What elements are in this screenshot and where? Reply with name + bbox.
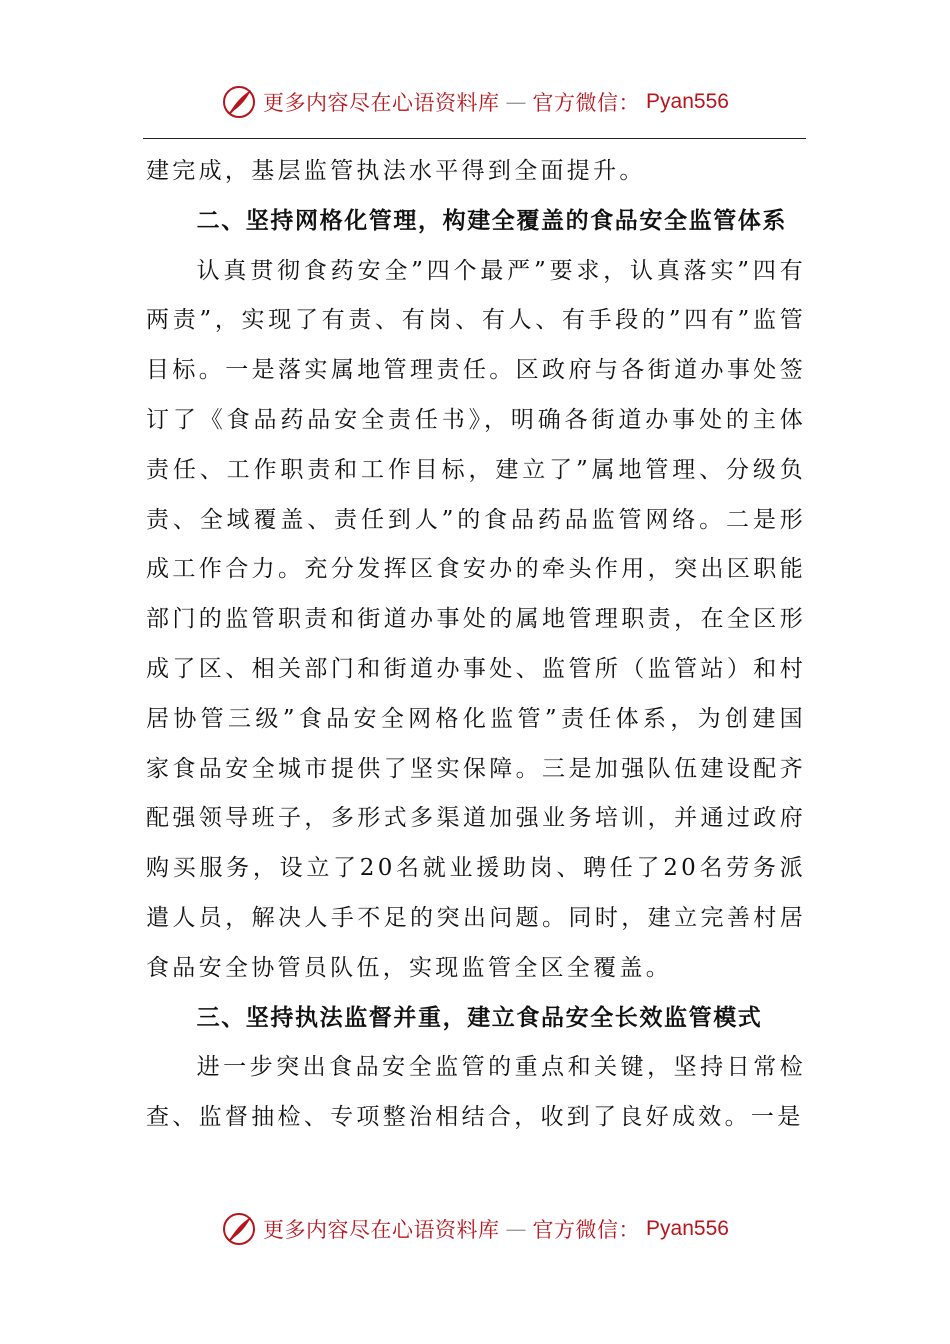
paragraph-continuation: 建完成，基层监管执法水平得到全面提升。 <box>146 158 646 184</box>
section-heading-3: 三、坚持执法监督并重，建立食品安全长效监管模式 <box>196 1004 763 1031</box>
page-header <box>0 78 950 126</box>
header-separator: — <box>505 90 527 114</box>
quill-logo-icon <box>221 1211 257 1247</box>
document-body <box>146 147 806 1143</box>
section-heading-2: 二、坚持网格化管理，构建全覆盖的食品安全监管体系 <box>196 207 787 234</box>
header-divider <box>143 138 806 139</box>
header-account-id: Pyan556 <box>646 90 729 113</box>
header-brand-text: 更多内容尽在心语资料库 <box>263 91 500 115</box>
header-account-label: 官方微信： <box>532 91 641 115</box>
footer-separator: — <box>505 1217 527 1241</box>
footer-account-label: 官方微信： <box>532 1218 641 1242</box>
page-footer <box>0 1205 950 1253</box>
paragraph-section-2: 认真贯彻食药安全”四个最严”要求，认真落实”四有两责”，实现了有责、有岗、有人、有手段的”四有”监管目标。一是落实属地管理责任。区政府与各街道办事处签订了《食品药品安全责任书》，明确各街道办事处的主体责任、工作职责和工作目标，建立了”属地管理、分级负责、全域覆盖、责任到人”的食品药品监管网络。二是形成工作合力。充分发挥区食安办的牵头作用，突出区职能部门的监管职责和街道办事处的属地管理职责，在全区形成了区、相关部门和街道办事处、监管所（监管站）和村居协管三级”食品安全网格化监管”责任体系，为创建国家食品安全城市提供了坚实保障。三是加强队伍建设配齐配强领导班子，多形式多渠道加强业务培训，并通过政府购买服务，设立了20名就业援助岗、聘任了20名劳务派遣人员，解决人手不足的突出问题。同时，建立完善村居食品安全协管员队伍，实现监管全区全覆盖。 <box>146 257 806 981</box>
quill-logo-icon <box>221 84 257 120</box>
footer-brand-text: 更多内容尽在心语资料库 <box>263 1218 500 1242</box>
footer-account-id: Pyan556 <box>646 1217 729 1240</box>
paragraph-section-3: 进一步突出食品安全监管的重点和关键，坚持日常检查、监督抽检、专项整治相结合，收到了良好成效。一是 <box>146 1054 806 1131</box>
